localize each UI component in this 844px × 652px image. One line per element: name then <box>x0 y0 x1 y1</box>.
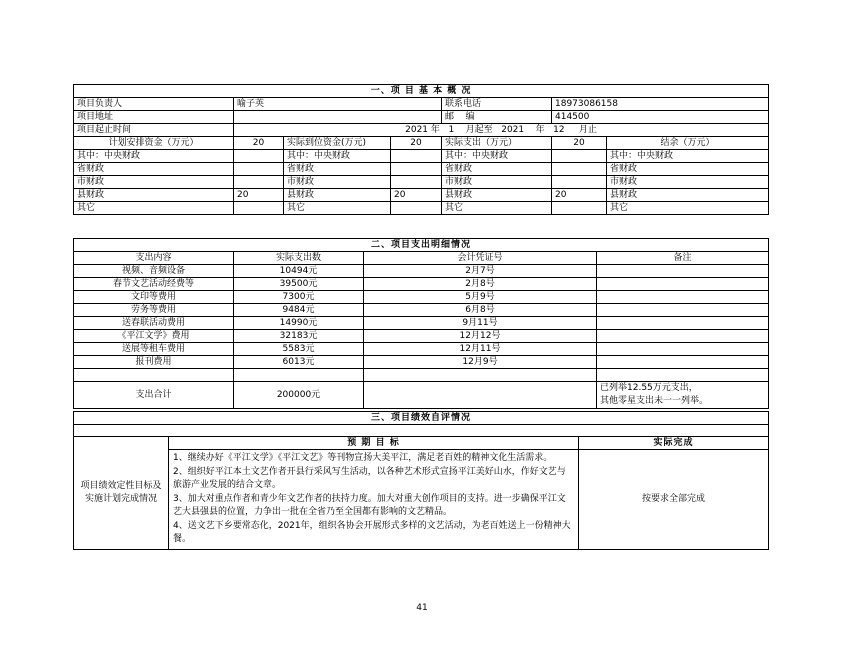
item-amount: 39500元 <box>234 278 364 291</box>
funding-value <box>552 202 607 215</box>
table-row <box>74 317 769 330</box>
project-overview-table <box>73 84 769 215</box>
funding-label: 其它 <box>74 202 234 215</box>
funding-label: 其中：中央财政 <box>442 150 552 163</box>
funding-label: 县财政 <box>607 189 769 202</box>
page-number: 41 <box>416 603 428 613</box>
header-voucher: 会计凭证号 <box>364 252 597 265</box>
section1-title: 一、项 目 基 本 概 况 <box>74 85 769 98</box>
actual-spend-label: 实际支出（万元） <box>442 137 552 150</box>
funding-label: 县财政 <box>74 189 234 202</box>
funding-value <box>552 176 607 189</box>
funding-value <box>552 150 607 163</box>
table-row <box>74 343 769 356</box>
table-row <box>74 330 769 343</box>
item-amount: 6013元 <box>234 356 364 369</box>
item-content: 《平江文学》费用 <box>74 330 234 343</box>
item-note <box>597 343 769 356</box>
item-amount: 5583元 <box>234 343 364 356</box>
funding-label: 省财政 <box>442 163 552 176</box>
funding-value <box>391 202 442 215</box>
table-row <box>74 304 769 317</box>
header-note: 备注 <box>597 252 769 265</box>
item-voucher: 12月12号 <box>364 330 597 343</box>
funding-value: 20 <box>391 189 442 202</box>
postcode-value: 414500 <box>552 111 769 124</box>
completion-header: 实际完成 <box>579 437 769 450</box>
item-note <box>597 291 769 304</box>
funding-value <box>234 202 284 215</box>
funding-label: 其中：中央财政 <box>74 150 234 163</box>
leader-value: 喻子英 <box>234 98 442 111</box>
total-note-line1: 已列举12.55万元支出， <box>600 383 698 393</box>
item-content: 报刊费用 <box>74 356 234 369</box>
funding-value: 20 <box>234 189 284 202</box>
header-amount: 实际支出数 <box>234 252 364 265</box>
funding-label: 市财政 <box>284 176 391 189</box>
header-content: 支出内容 <box>74 252 234 265</box>
item-note <box>597 317 769 330</box>
planned-funds-label: 计划安排资金（万元） <box>74 137 234 150</box>
item-voucher: 6月8号 <box>364 304 597 317</box>
table-row <box>74 265 769 278</box>
table-row <box>74 291 769 304</box>
total-row <box>74 382 769 409</box>
item-voucher: 5月9号 <box>364 291 597 304</box>
item-content: 视频、音频设备 <box>74 265 234 278</box>
total-label: 支出合计 <box>74 382 234 409</box>
funding-label: 省财政 <box>607 163 769 176</box>
funding-label: 县财政 <box>284 189 391 202</box>
expenditure-detail-table <box>73 238 769 409</box>
item-amount: 14990元 <box>234 317 364 330</box>
funding-label: 其中：中央财政 <box>607 150 769 163</box>
funding-row <box>74 189 769 202</box>
actual-spend-value: 20 <box>552 137 607 150</box>
balance-label: 结余（万元） <box>607 137 769 150</box>
item-voucher: 9月11号 <box>364 317 597 330</box>
funding-value <box>234 163 284 176</box>
funding-row <box>74 163 769 176</box>
item-voucher: 2月8号 <box>364 278 597 291</box>
item-note <box>597 278 769 291</box>
section2-title: 二、项目支出明细情况 <box>74 239 769 252</box>
funding-value <box>234 150 284 163</box>
period-label: 项目起止时间 <box>74 124 234 137</box>
funding-value <box>391 163 442 176</box>
funding-label: 市财政 <box>74 176 234 189</box>
item-content: 文印等费用 <box>74 291 234 304</box>
performance-evaluation-table <box>73 411 769 550</box>
item-amount: 9484元 <box>234 304 364 317</box>
item-content: 送春联活动费用 <box>74 317 234 330</box>
target-item: 1、继续办好《平江文学》《平江文艺》等刊物宣扬大美平江，满足老百姓的精神文化生活需求。 <box>173 453 553 463</box>
funding-row <box>74 150 769 163</box>
table-row <box>74 278 769 291</box>
item-amount: 10494元 <box>234 265 364 278</box>
funding-value <box>552 163 607 176</box>
table-header-row <box>74 252 769 265</box>
funding-label: 省财政 <box>74 163 234 176</box>
item-voucher: 12月9号 <box>364 356 597 369</box>
funding-value: 20 <box>552 189 607 202</box>
funding-value <box>391 150 442 163</box>
completion-value: 按要求全部完成 <box>579 450 769 550</box>
section3-title: 三、项目绩效自评情况 <box>74 412 769 425</box>
period-value: 2021 年 1 月起至 2021 年 12 月止 <box>234 124 769 137</box>
actual-funds-label: 实际到位资金(万元) <box>284 137 391 150</box>
total-value: 200000元 <box>234 382 364 409</box>
address-value <box>234 111 442 124</box>
item-note <box>597 304 769 317</box>
phone-value: 18973086158 <box>552 98 769 111</box>
phone-label: 联系电话 <box>442 98 552 111</box>
target-header: 预 期 目 标 <box>169 437 579 450</box>
funding-label: 其它 <box>442 202 552 215</box>
funding-label: 省财政 <box>284 163 391 176</box>
address-label: 项目地址 <box>74 111 234 124</box>
item-amount: 7300元 <box>234 291 364 304</box>
item-voucher: 2月7号 <box>364 265 597 278</box>
item-content: 送展等租车费用 <box>74 343 234 356</box>
target-item: 2、组织好平江本土文艺作者开县行采风写生活动，以各种艺术形式宣扬平江美好山水，作好文艺与旅游产业发展的结合文章。 <box>173 466 566 490</box>
funding-value <box>391 176 442 189</box>
funding-label: 市财政 <box>607 176 769 189</box>
total-note <box>597 382 769 409</box>
item-note <box>597 265 769 278</box>
item-note <box>597 330 769 343</box>
funding-label: 市财政 <box>442 176 552 189</box>
funding-row <box>74 176 769 189</box>
item-content: 春节文艺活动经费等 <box>74 278 234 291</box>
total-voucher <box>364 382 597 409</box>
item-note <box>597 356 769 369</box>
item-content: 劳务等费用 <box>74 304 234 317</box>
evaluation-row-label: 项目绩效定性目标及实施计划完成情况 <box>74 437 169 550</box>
postcode-label: 邮 编 <box>442 111 552 124</box>
total-note-line2: 其他零星支出未一一列举。 <box>600 396 709 406</box>
item-amount: 32183元 <box>234 330 364 343</box>
target-item: 3、加大对重点作者和青少年文艺作者的扶持力度。加大对重大创作项目的支持。进一步确保平江文艺大县强县的位置，力争出一批在全省乃至全国都有影响的文艺精品。 <box>173 493 566 517</box>
funding-label: 县财政 <box>442 189 552 202</box>
actual-funds-value: 20 <box>391 137 442 150</box>
item-voucher: 12月11号 <box>364 343 597 356</box>
planned-funds-value: 20 <box>234 137 284 150</box>
leader-label: 项目负责人 <box>74 98 234 111</box>
target-item: 4、送文艺下乡要常态化，2021年，组织各协会开展形式多样的文艺活动，为老百姓送上一份精神大餐。 <box>173 520 571 544</box>
funding-label: 其它 <box>607 202 769 215</box>
funding-label: 其中：中央财政 <box>284 150 391 163</box>
targets-cell <box>169 450 579 550</box>
funding-label: 其它 <box>284 202 391 215</box>
table-row-empty <box>74 369 769 382</box>
funding-row <box>74 202 769 215</box>
funding-value <box>234 176 284 189</box>
table-row <box>74 356 769 369</box>
